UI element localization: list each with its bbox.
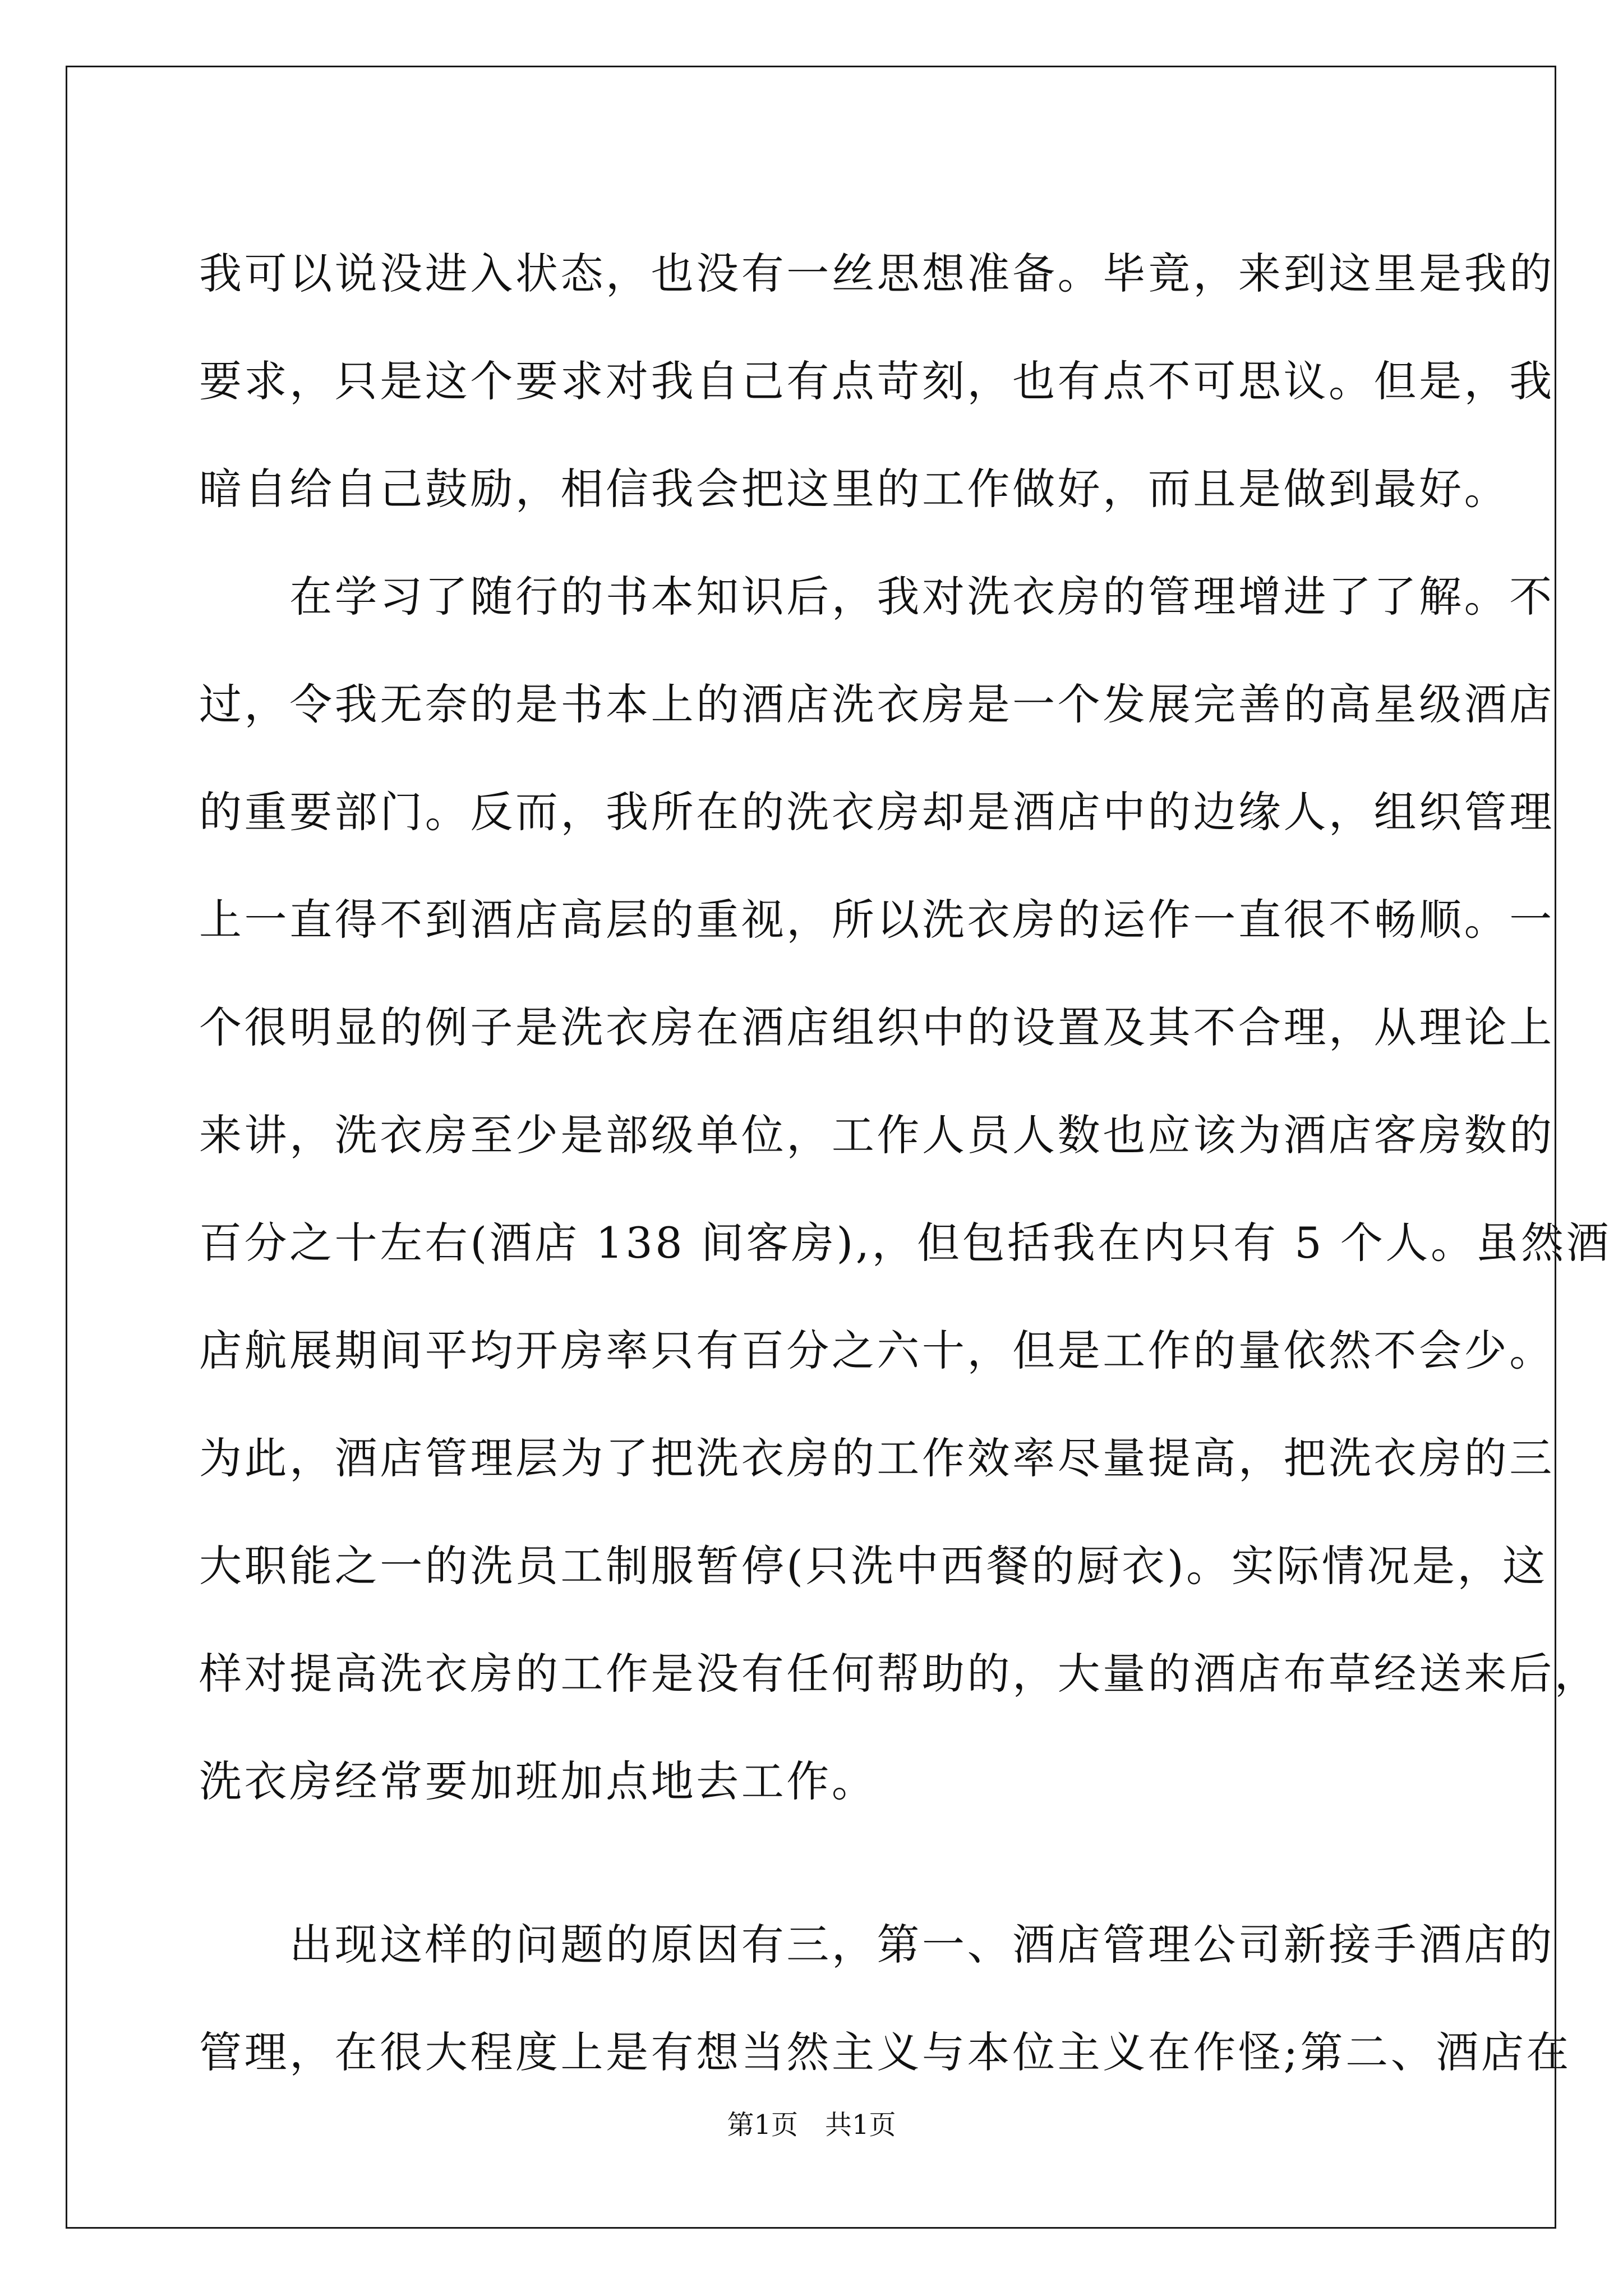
paragraph-gap — [199, 1835, 1433, 1891]
text-line: 我可以说没进入状态，也没有一丝思想准备。毕竟，来到这里是我的 — [199, 249, 1555, 298]
text-line: 出现这样的问题的原因有三，第一、酒店管理公司新接手酒店的 — [199, 1920, 1555, 1970]
text-line: 大职能之一的洗员工制服暂停(只洗中西餐的厨衣)。实际情况是，这 — [199, 1541, 1548, 1591]
text-line: 样对提高洗衣房的工作是没有任何帮助的，大量的酒店布草经送来后， — [199, 1649, 1600, 1699]
text-line: 要求，只是这个要求对我自己有点苛刻，也有点不可思议。但是，我 — [199, 356, 1555, 406]
text-line: 个很明显的例子是洗衣房在酒店组织中的设置及其不合理，从理论上 — [199, 1002, 1555, 1052]
text-line: 的重要部门。反而，我所在的洗衣房却是酒店中的边缘人，组织管理 — [199, 787, 1555, 837]
document-body — [199, 220, 1612, 2106]
text-line: 在学习了随行的书本知识后，我对洗衣房的管理增进了了解。不 — [199, 572, 1555, 622]
text-line: 为此，酒店管理层为了把洗衣房的工作效率尽量提高，把洗衣房的三 — [199, 1433, 1555, 1483]
text-line: 暗自给自己鼓励，相信我会把这里的工作做好，而且是做到最好。 — [199, 464, 1510, 514]
text-line: 百分之十左右(酒店 138 间客房),，但包括我在内只有 5 个人。虽然酒 — [199, 1218, 1612, 1268]
page-number-label: 第1页 共1页 — [727, 2109, 896, 2141]
text-line: 洗衣房经常要加班加点地去工作。 — [199, 1756, 877, 1806]
text-line: 上一直得不到酒店高层的重视，所以洗衣房的运作一直很不畅顺。一 — [199, 895, 1555, 945]
text-line: 管理，在很大程度上是有想当然主义与本位主义在作怪;第二、酒店在 — [199, 2027, 1571, 2077]
text-line: 过，令我无奈的是书本上的酒店洗衣房是一个发展完善的高星级酒店 — [199, 679, 1555, 729]
page-footer — [0, 2108, 1623, 2142]
text-line: 店航展期间平均开房率只有百分之六十，但是工作的量依然不会少。 — [199, 1326, 1555, 1375]
text-line: 来讲，洗衣房至少是部级单位，工作人员人数也应该为酒店客房数的 — [199, 1110, 1555, 1160]
